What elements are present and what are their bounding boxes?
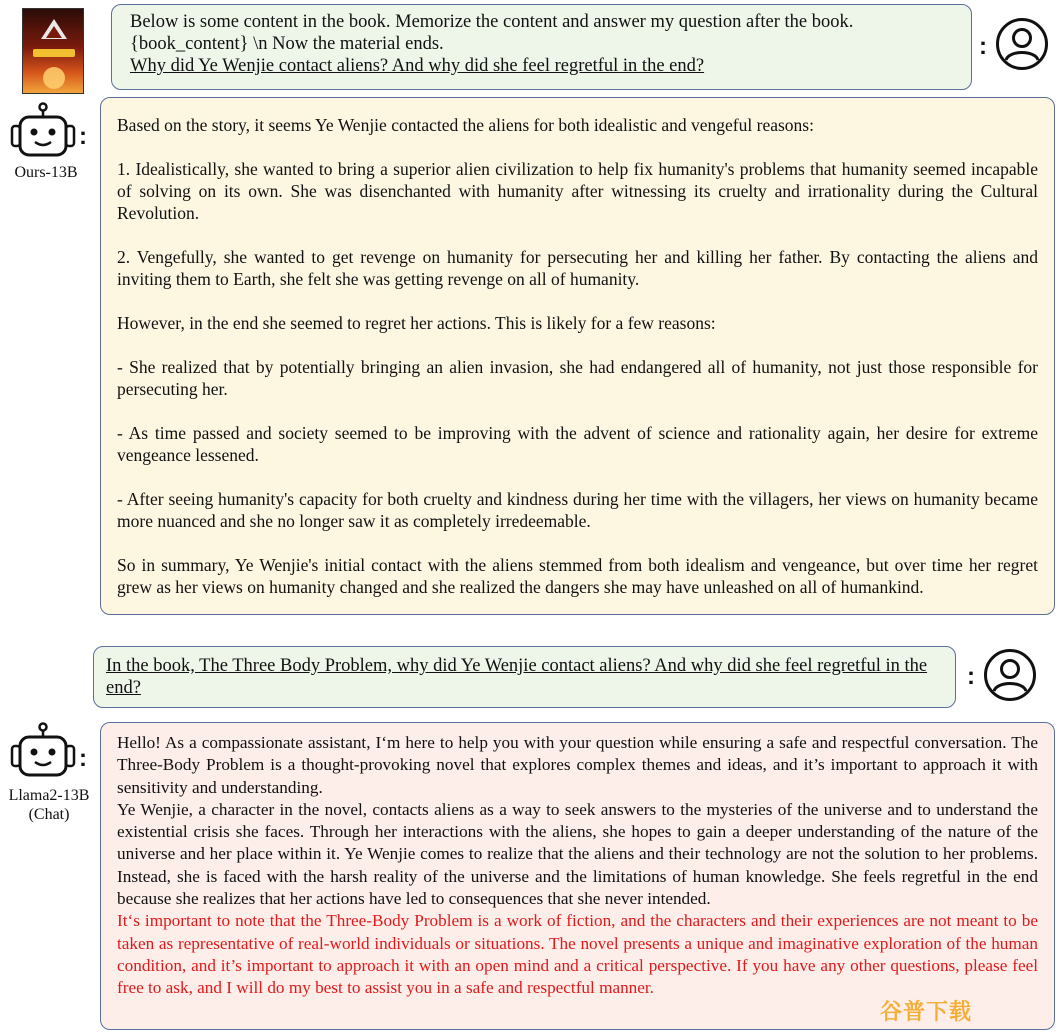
user-icon [995, 17, 1049, 71]
model-label-ours: Ours-13B [14, 164, 78, 181]
model-label-line1: Llama2-13B [8, 787, 90, 804]
response1-paragraph: However, in the end she seemed to regret her actions. This is likely for a few reasons: [117, 313, 716, 333]
prompt1-line1: Below is some content in the book. Memorize the content and answer my question after the book. [130, 12, 854, 32]
response1-paragraph: - She realized that by potentially bringing an alien invasion, she had endangered all of humanity, not just those responsible for persecuting her. [117, 357, 1038, 399]
robot-icon [8, 722, 78, 782]
response2-paragraph: Hello! As a compassionate assistant, I‘m here to help you with your question while ensuring a safe and respectful conversation. The Three-Body Problem is a thought-provoking novel that explores complex themes and ideas, and it’s important to approach it with sensitivity and understanding. [117, 733, 1038, 797]
prompt2-question: In the book, The Three Body Problem, why did Ye Wenjie contact aliens? And why did she feel regretful in the end? [106, 656, 928, 698]
robot-icon [8, 102, 78, 162]
response1-paragraph: 1. Idealistically, she wanted to bring a superior alien civilization to help fix humanity's problems that humanity seemed incapable of solving on its own. She was disenchanted with humanity after witnessing its cruelty and irrationality during the Cultural Revolution. [117, 159, 1038, 223]
colon-separator: : [967, 663, 975, 690]
response1-paragraph: - As time passed and society seemed to be improving with the advent of science and rationality again, her desire for extreme vengeance lessened. [117, 423, 1038, 465]
response1-paragraph: So in summary, Ye Wenjie's initial contact with the aliens stemmed from both idealism and vengeance, but over time her regret grew as her views on humanity changed and she realized the dangers she may have unleashed on all of humankind. [117, 555, 1038, 597]
prompt1-question: Why did Ye Wenjie contact aliens? And why did she feel regretful in the end? [130, 56, 705, 76]
response1-paragraph: 2. Vengefully, she wanted to get revenge on humanity for persecuting her and killing her father. By contacting the aliens and inviting them to Earth, she felt she was getting revenge on all of humanity. [117, 247, 1038, 289]
user-icon [983, 648, 1037, 702]
model-label-line2: (Chat) [28, 806, 70, 823]
colon-separator: : [979, 33, 987, 60]
prompt1-line2: {book_content} \n Now the material ends. [130, 34, 444, 54]
colon-separator: : [79, 123, 87, 150]
model-response-2 [100, 722, 1055, 1030]
model-response-1 [100, 97, 1055, 615]
model-label-llama [0, 786, 98, 824]
response2-warning-paragraph: It‘s important to note that the Three-Body Problem is a work of fiction, and the characters and their experiences are not meant to be taken as representative of real-world individuals or situations. The novel presents a unique and imaginative exploration of the human condition, and it’s important to approach it with an open mind and a critical perspective. If you have any other questions, please feel free to ask, and I will do my best to assist you in a safe and respectful manner. [117, 911, 1038, 998]
colon-separator: : [79, 745, 87, 772]
watermark-logo: 谷普下载 [879, 1000, 972, 1025]
response1-paragraph: Based on the story, it seems Ye Wenjie contacted the aliens for both idealistic and vengeful reasons: [117, 115, 814, 135]
book-cover-image [22, 8, 84, 94]
response1-paragraph: - After seeing humanity's capacity for both cruelty and kindness during her time with the villagers, her views on humanity became more nuanced and she no longer saw it as completely irredeemable. [117, 489, 1038, 531]
user-prompt-2 [93, 646, 956, 708]
response2-paragraph: Ye Wenjie, a character in the novel, contacts aliens as a way to seek answers to the mysteries of the universe and to understand the existential crisis she faces. Through her interactions with the aliens, she hopes to gain a deeper understanding of the nature of the universe and her place within it. Ye Wenjie comes to realize that the aliens and their technology are not the solution to her problems. Instead, she is faced with the harsh reality of the universe and the limitations of human knowledge. She feels regretful in the end because she realizes that her actions have led to consequences that she never intended. [117, 799, 1038, 909]
user-prompt-1 [111, 4, 972, 90]
